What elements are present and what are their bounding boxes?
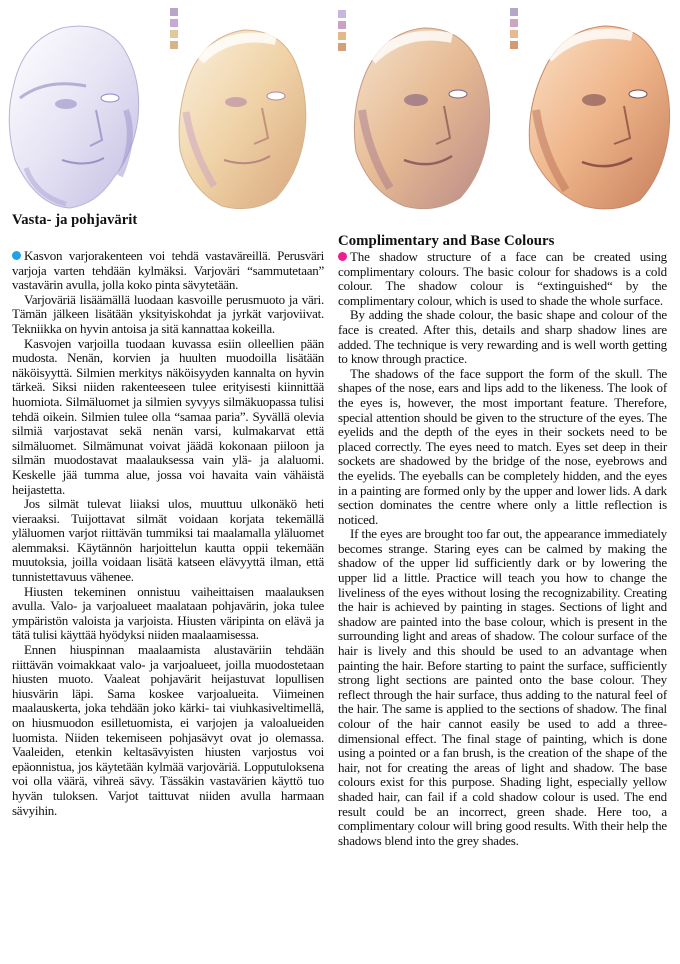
color-swatch: [510, 19, 518, 27]
color-swatch: [170, 30, 178, 38]
finnish-paragraph-1: Kasvon varjorakenteen voi tehdä vastaväreillä. Perusväri varjoja varten tehdään kylmäksi. Varjoväri “sammutetaan” vastavärin avulla, jolla koko pinta sävytetään.: [12, 248, 324, 293]
color-swatch: [170, 19, 178, 27]
color-swatch: [170, 41, 178, 49]
color-swatch: [338, 43, 346, 51]
finnish-paragraph-3: Kasvojen varjoilla tuodaan kuvassa esiin olleellien pään mudosta. Nenän, korvien ja huulten muodoilla lisätään näköisyyttä. Silmien merkitys näköisyyden kannalta on hyvin tärkeä. Siksi niiden rakenteeseen tulee erityisesti kiinnittää huomiota. Silmäluomet ja silmien syvyys silmäkuopassa tulisi tehdä oikein. Silmien tulee olla “samaa paria”. Syvällä olevia silmiä varjostavat sekä nenän varsi, kulmakarvat että silmäluomet. Silmämunat voivat jäädä kokonaan piiloon ja silmän muodostavat maalauksessa vain ylä- ja alaluomi. Keskelle jää tumma alue, jossa voi havaita vain vähäistä heijastetta.: [12, 335, 324, 497]
color-swatch: [510, 8, 518, 16]
face-painting-illustration: [0, 0, 680, 215]
english-paragraph-4: If the eyes are brought too far out, the appearance immediately becomes strange. Staring eyes can be calmed by making the shadow of the upper lid sufficiently dark or by lowering the upper lid a little. Practice will teach you how to change the liveliness of the eyes without losing the recognizability. Creating the hair is achieved by painting in stages. Sections of light and shadow are painted into the base colour, which is present in the surrounding light and areas of shadow. The colour surface of the hair is lively and this should be used to an advantage when painting the hair. Before starting to paint the surface, sufficiently strong light sections are painted onto the base colour. They reflect through the hair surface, thus adding to the natural feel of the hair. The same is applied to the sections of shadow. The final colour of the hair cannot easily be used to add a three-dimensional effect. The final stage of painting, which is done using a pointed or a fan brush, is the creation of the shape of the hair, not for creating the areas of light and shadow. The base colours exist for this purpose. Shading light, especially yellow shaded hair, can fail if a cold shadow colour is used. The end result could be an incorrect, green shade. Here too, a complimentary colour will bring good results. With their help the shadows blend into the grey shades.: [338, 526, 667, 848]
finnish-paragraph-6: Ennen hiuspinnan maalaamista alustaväriin tehdään riittävän voimakkaat valo- ja varjoalueet, joilla muodostetaan hiusten muoto. Vaaleat pohjavärit heijastuvat lopullisen hiusvärin läpi. Sama koskee varjoalueita. Viimeinen maalauskerta, joka tehdään joko kärki- tai viuhkasiveltimellä, on hiusmuodon esilletuomista, ei varjojen ja valoalueiden luomista. Niiden tekemiseen pohjasävyt ovat jo olemassa. Vaaleiden, etenkin keltasävyisten hiusten varjostus voi epäonnistua, jos käytetään kylmää varjoväriä. Lopputuloksena voi olla väärä, vihreä sävy. Tässäkin vastavärien käyttö tuo hyvän tuloksen. Varjot taittuvat niiden avulla harmaan sävyihin.: [12, 642, 324, 818]
swatch-column-2: [338, 10, 346, 51]
color-swatch: [338, 10, 346, 18]
face-stage-2: [179, 30, 306, 209]
english-paragraph-3: The shadows of the face support the form of the skull. The shapes of the nose, ears and lips add to the likeness. The look of the eyes is, however, the most important feature. Therefore, special attention should be given to the structure of the eyes. The eyelids and the depth of the eyes in their sockets need to be placed correctly. The eyes need to match. Eyes set deep in their sockets are shadowed by the bridge of the nose, eyebrows and the eyelids. The eyeballs can be completely hidden, and the eyes in a painting are formed only by the upper and lower lids. A dark section dominates the centre where only a little reflection is noticed.: [338, 365, 667, 527]
blue-bullet-icon: [12, 251, 21, 260]
swatch-column-3: [510, 8, 518, 49]
color-swatch: [510, 41, 518, 49]
face-stage-3: [354, 28, 489, 209]
magenta-bullet-icon: [338, 252, 347, 261]
finnish-paragraph-2: Varjoväriä lisäämällä luodaan kasvoille perusmuoto ja väri. Tämän jälkeen lisätään yksityiskohdat ja jyrkät varjoviivat. Tekniikka on hyvin antoisa ja sitä kannattaa kokeilla.: [12, 291, 324, 336]
finnish-paragraph-5: Hiusten tekeminen onnistuu vaiheittaisen maalauksen avulla. Valo- ja varjoalueet maalataan pohjavärin, joka tulee ympäristön valoista ja varjoista. Hiusten väripinta on elävä ja tätä tulisi käyttää hyödyksi niiden maalaamisessa.: [12, 583, 324, 643]
color-swatch: [510, 30, 518, 38]
face-stage-1: [9, 26, 138, 208]
english-column: [338, 233, 667, 848]
finnish-paragraph-4: Jos silmät tulevat liiaksi ulos, muuttuu ulkonäkö heti vieraaksi. Tuijottavat silmät voidaan korjata tekemällä yläluomen varjot riittävän tummiksi tai maalamalla yläluomet alemmaksi. Käytännön harjoittelun kautta oppii tekemään muutoksia, joilla voidaan lisätä katseen elävyyttä ilman, että tunnistettavuus vähenee.: [12, 496, 324, 585]
color-swatch: [338, 21, 346, 29]
finnish-heading: Vasta- ja pohjavärit: [12, 212, 138, 228]
english-heading: Complimentary and Base Colours: [338, 233, 555, 249]
swatch-column-1: [170, 8, 178, 49]
color-swatch: [170, 8, 178, 16]
color-swatch: [338, 32, 346, 40]
english-paragraph-1: The shadow structure of a face can be created using complimentary colours. The basic colour for shadows is a cold colour. The shadow colour is “extinguished“ by the complimentary colour, which is used to shade the whole surface.: [338, 249, 667, 308]
english-paragraph-2: By adding the shade colour, the basic shape and colour of the face is created. After this, details and sharp shadow lines are added. The technique is very rewarding and is well worth getting to know through practice.: [338, 307, 667, 367]
face-stage-4: [529, 26, 669, 209]
finnish-column: [12, 212, 324, 818]
